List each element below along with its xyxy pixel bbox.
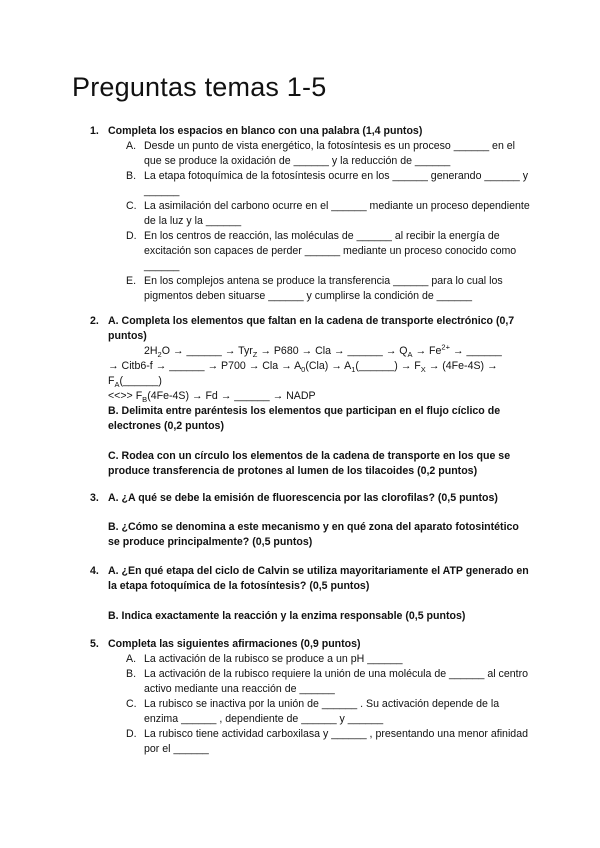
question-2: [90, 314, 530, 404]
question-items: [90, 139, 530, 304]
question-items: [90, 652, 530, 757]
electron-transport-chain: $2H_2O$ → ______ → Tyr$_Z$ → P680 → Cla → ______ → $Q_A \to Fe^{2+}$ → ______ → Citb6-f → ______ → P700 → Cla → $A_0(Cla)$ → $A_1(\_\_\_\_\_\_) \to F_X \to (4Fe-4S)$ → $F_A(\_\_\_\_\_\_)$ <<>> $F_B(4Fe-4S) \to Fd$ → ______ → NADP: [108, 342, 502, 405]
question-2c: C. Rodea con un círculo los elementos de la cadena de transporte en los que se produce transferencia de protones al lumen de los tilacoides (0,2 puntos): [108, 450, 511, 477]
list-item: C. La rubisco se inactiva por la unión de ______ . Su activación depende de la enzima ______ , dependiente de ______ y ______: [126, 698, 500, 725]
question-4b: B. Indica exactamente la reacción y la enzima responsable (0,5 puntos): [108, 610, 466, 622]
question-title: Completa los espacios en blanco con una palabra (1,4 puntos): [108, 125, 423, 137]
question-title: A. ¿A qué se debe la emisión de fluorescencia por las clorofilas? (0,5 puntos): [108, 492, 498, 504]
list-item: B. La activación de la rubisco requiere la unión de una molécula de ______ al centro activo mediante una reacción de ______: [126, 668, 528, 695]
question-number: 2.: [90, 315, 99, 327]
list-item: A. Desde un punto de vista energético, la fotosíntesis es un proceso ______ en el que se produce la oxidación de ______ y la reducción de ______: [126, 140, 516, 167]
question-3b: B. ¿Cómo se denomina a este mecanismo y en qué zona del aparato fotosintético se produce principalmente? (0,5 puntos): [108, 521, 519, 548]
question-number: 3.: [90, 492, 99, 504]
list-item: D. En los centros de reacción, las moléculas de ______ al recibir la energía de excitación son capaces de perder ______ mediante un proceso conocido como ______: [126, 230, 517, 272]
question-1: [90, 124, 530, 304]
list-item: B. La etapa fotoquímica de la fotosíntesis ocurre en los ______ generando ______ y ______: [126, 170, 529, 197]
question-number: 1.: [90, 125, 99, 137]
page-title: Preguntas temas 1-5: [72, 72, 327, 102]
list-item: A. La activación de la rubisco se produce a un pH ______: [126, 653, 403, 665]
question-2b: B. Delimita entre paréntesis los elementos que participan en el flujo cíclico de electrones (0,2 puntos): [108, 405, 501, 432]
question-5: [90, 637, 530, 757]
question-4: [90, 564, 530, 594]
question-title: A. ¿En qué etapa del ciclo de Calvin se utiliza mayoritariamente el ATP generado en la etapa fotoquímica de la fotosíntesis? (0,5 puntos): [108, 565, 529, 592]
question-3: [90, 491, 530, 506]
question-title: A. Completa los elementos que faltan en la cadena de transporte electrónico (0,7 puntos): [108, 315, 515, 342]
question-number: 5.: [90, 638, 99, 650]
question-title: Completa las siguientes afirmaciones (0,9 puntos): [108, 638, 361, 650]
list-item: E. En los complejos antena se produce la transferencia ______ para lo cual los pigmentos deben situarse ______ y cumplirse la condición de ______: [126, 275, 503, 302]
question-number: 4.: [90, 565, 99, 577]
list-item: D. La rubisco tiene actividad carboxilasa y ______ , presentando una menor afinidad por el ______: [126, 728, 528, 755]
list-item: C. La asimilación del carbono ocurre en el ______ mediante un proceso dependiente de la luz y la ______: [126, 200, 530, 227]
